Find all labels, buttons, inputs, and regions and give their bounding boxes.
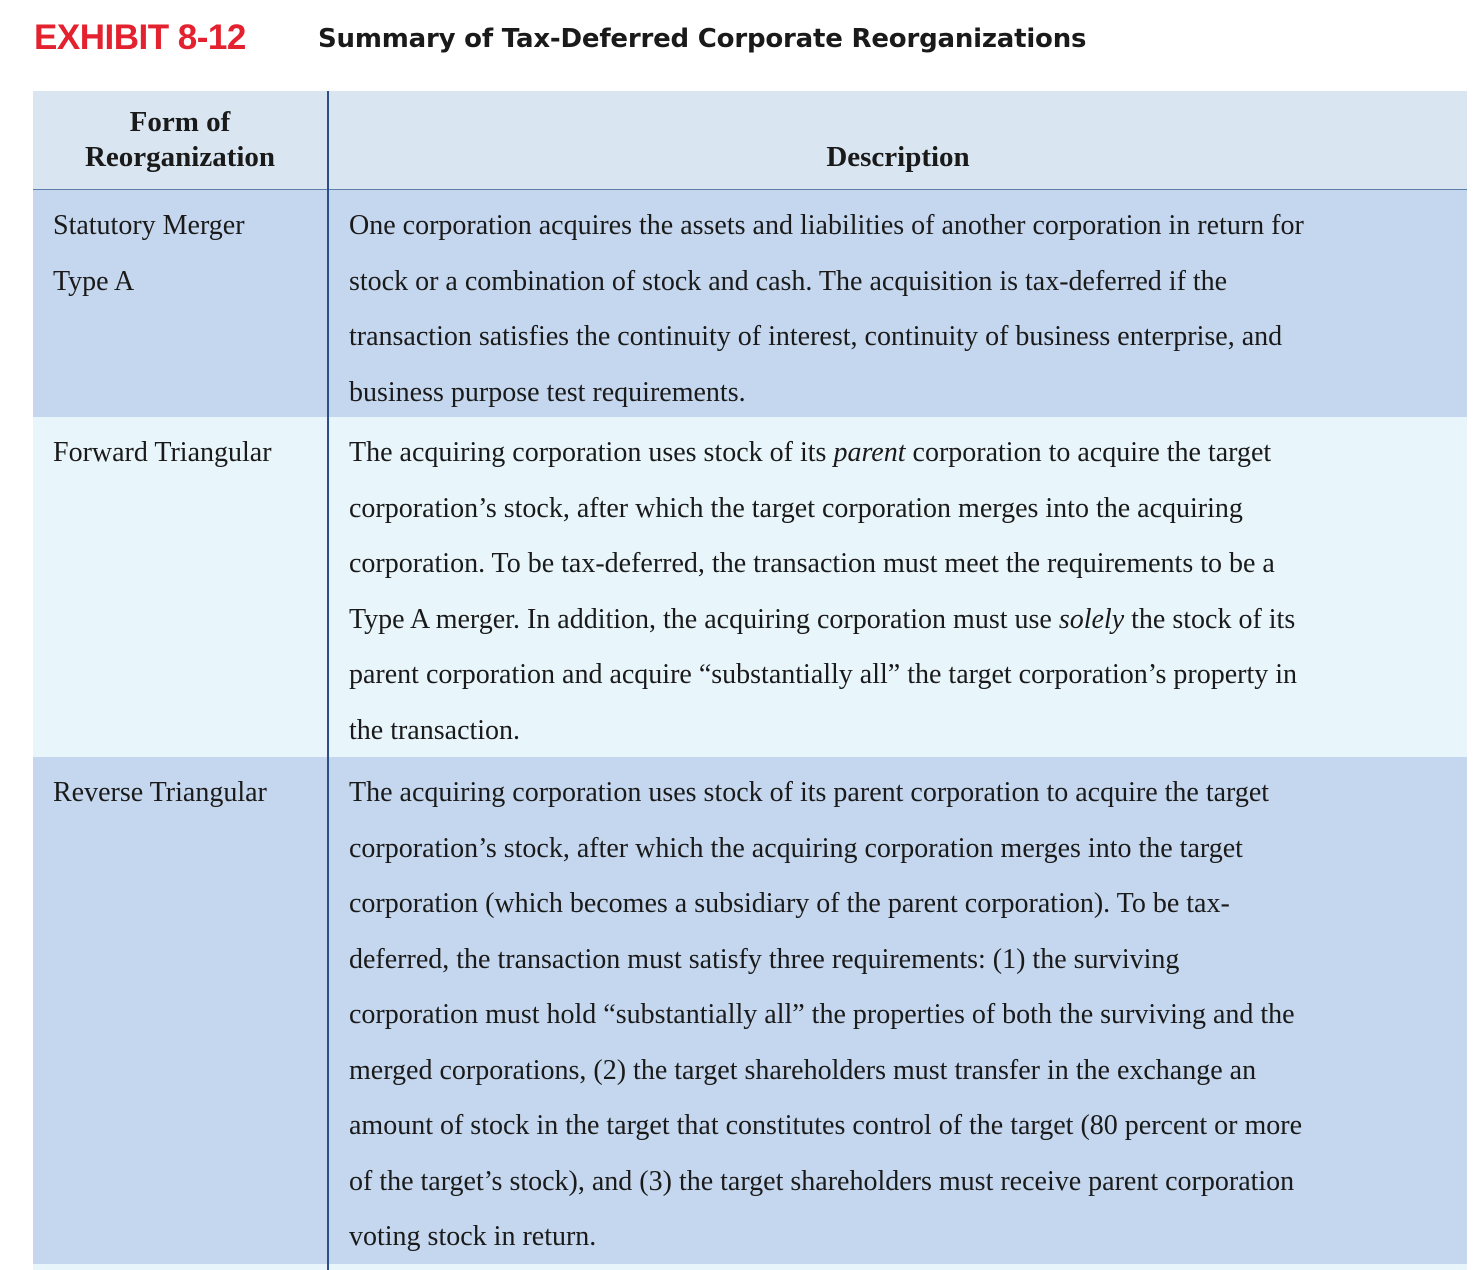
form-name-line: Forward Triangular [53, 437, 272, 468]
description-text: corporation to acquire the target [905, 437, 1272, 468]
table-bottom-strip [33, 1264, 1467, 1270]
description-line: corporation must hold “substantially all” the properties of both the surviving and the [349, 999, 1295, 1030]
description-line: corporation’s stock, after which the target corporation merges into the acquiring [349, 492, 1243, 524]
description-line: One corporation acquires the assets and liabilities of another corporation in return for [349, 210, 1304, 241]
header-form-line-2: Reorganization [84, 141, 276, 173]
table-row [33, 190, 1467, 417]
description-line: merged corporations, (2) the target shareholders must transfer in the exchange an [349, 1054, 1257, 1086]
description-line: The acquiring corporation uses stock of its parent corporation to acquire the target [349, 777, 1270, 808]
exhibit-title: Summary of Tax-Deferred Corporate Reorganizations [318, 24, 1087, 54]
description-line: of the target’s stock), and (3) the target shareholders must receive parent corporation [349, 1165, 1295, 1197]
description-line: parent corporation and acquire “substantially all” the target corporation’s property in [349, 659, 1298, 690]
description-text: The acquiring corporation uses stock of its [349, 437, 834, 468]
exhibit-header [34, 16, 1464, 66]
table-row [33, 417, 1467, 757]
description-line: transaction satisfies the continuity of interest, continuity of business enterprise, and [349, 321, 1283, 352]
row-description-cell [349, 425, 1461, 758]
row-form-cell [53, 765, 323, 821]
description-line: deferred, the transaction must satisfy three requirements: (1) the surviving [349, 943, 1180, 975]
exhibit-label: EXHIBIT 8-12 [34, 18, 246, 57]
description-line: corporation (which becomes a subsidiary of the parent corporation). To be tax- [349, 888, 1230, 919]
description-emphasis: parent [833, 437, 906, 468]
row-form-cell [53, 198, 323, 309]
description-line: stock or a combination of stock and cash. The acquisition is tax-deferred if the [349, 265, 1228, 297]
form-name-line: Type A [53, 265, 135, 297]
description-line [349, 425, 1461, 481]
description-line: corporation’s stock, after which the acquiring corporation merges into the target [349, 832, 1243, 864]
reorganization-table [33, 91, 1467, 1270]
column-divider [327, 91, 329, 1270]
description-line: business purpose test requirements. [349, 376, 746, 408]
description-text: Type A merger. In addition, the acquiring corporation must use [349, 603, 1059, 635]
description-emphasis: solely [1058, 603, 1125, 635]
table-row [33, 757, 1467, 1264]
description-line: corporation. To be tax-deferred, the transaction must meet the requirements to be a [349, 548, 1275, 579]
description-line [349, 592, 1461, 648]
row-description-cell [349, 198, 1461, 420]
description-line: the transaction. [349, 714, 521, 746]
table-header-row [33, 91, 1467, 190]
row-description-cell [349, 765, 1461, 1265]
header-description: Description [826, 141, 970, 173]
description-line: amount of stock in the target that constitutes control of the target (80 percent or more [349, 1110, 1303, 1141]
description-line: voting stock in return. [349, 1221, 597, 1252]
header-form-of-reorganization [33, 105, 327, 175]
row-form-cell [53, 425, 323, 481]
header-form-line-1: Form of [129, 106, 231, 138]
form-name-line: Statutory Merger [53, 210, 245, 241]
description-text: the stock of its [1124, 603, 1296, 635]
form-name-line: Reverse Triangular [53, 777, 267, 808]
